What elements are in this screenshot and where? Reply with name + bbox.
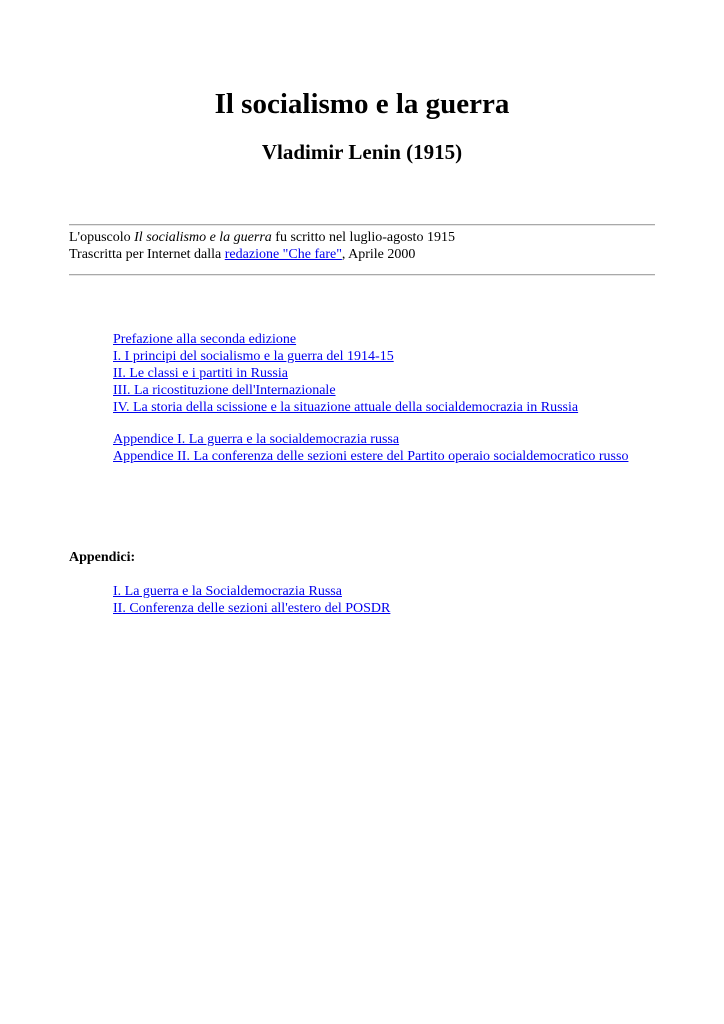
divider-top (69, 224, 655, 226)
page-title: Il socialismo e la guerra (214, 88, 510, 120)
intro-line-2 (69, 246, 455, 263)
divider-bottom (69, 274, 655, 276)
intro-work-title: Il socialismo e la guerra (134, 230, 272, 245)
appendici-link-2[interactable]: II. Conferenza delle sezioni all'estero del POSDR (113, 601, 391, 616)
intro-line-1-prefix: L'opuscolo (69, 230, 135, 245)
appendici-link-1[interactable]: I. La guerra e la Socialdemocrazia Russa (113, 584, 342, 599)
toc-link-chapter-1[interactable]: I. I principi del socialismo e la guerra del 1914-15 (113, 349, 394, 364)
author-subtitle: Vladimir Lenin (1915) (261, 140, 463, 164)
che-fare-link[interactable]: redazione "Che fare" (224, 247, 342, 262)
toc-link-chapter-3[interactable]: III. La ricostituzione dell'Internazionale (113, 383, 336, 398)
intro-line-2-suffix: , Aprile 2000 (341, 247, 416, 262)
appendici-heading: Appendici: (69, 550, 136, 565)
toc-appendix-list (113, 431, 628, 465)
toc-link-preface[interactable]: Prefazione alla seconda edizione (113, 332, 297, 347)
toc-link-appendix-2[interactable]: Appendice II. La conferenza delle sezioni estere del Partito operaio socialdemocratico russo (113, 449, 629, 464)
toc-link-appendix-1[interactable]: Appendice I. La guerra e la socialdemocrazia russa (113, 432, 400, 447)
toc-link-chapter-4[interactable]: IV. La storia della scissione e la situazione attuale della socialdemocrazia in Russia (113, 400, 579, 415)
intro-line-2-prefix: Trascritta per Internet dalla (69, 247, 225, 262)
intro-line-1-suffix: fu scritto nel luglio-agosto 1915 (271, 230, 455, 245)
intro-line-1 (69, 229, 455, 246)
toc-link-chapter-2[interactable]: II. Le classi e i partiti in Russia (113, 366, 288, 381)
appendici-list (113, 583, 390, 617)
table-of-contents (113, 331, 578, 416)
intro-block (69, 229, 455, 263)
